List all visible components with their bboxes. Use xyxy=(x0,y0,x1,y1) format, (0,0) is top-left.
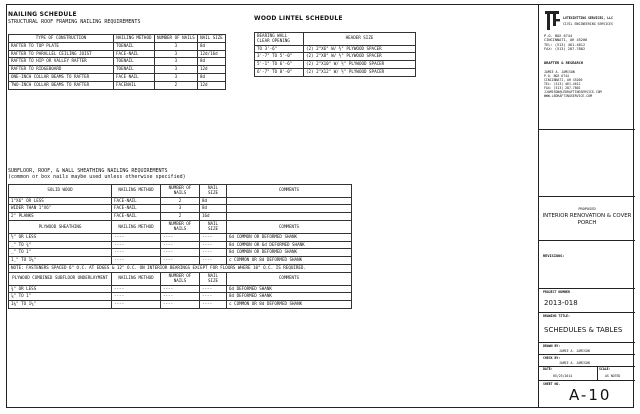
table-cell: 1_" TO 1¼" xyxy=(9,257,112,265)
drafter-line: TEL: (513) 461-4612 xyxy=(544,82,581,86)
table-row xyxy=(9,293,352,301)
subfloor-subtitle: (common or box nails maybe used unless otherwise specified) xyxy=(8,174,186,180)
table-row xyxy=(9,213,352,221)
table-row xyxy=(9,42,226,50)
table-row xyxy=(9,233,352,241)
table-row xyxy=(9,58,226,66)
table-cell: ⅞" TO 1" xyxy=(9,293,112,301)
table-cell: 12d/16d xyxy=(197,50,225,58)
header-cell: COMMENTS xyxy=(227,272,352,285)
table-cell: FACE-NAIL xyxy=(112,213,161,221)
table-cell: ---- xyxy=(161,293,200,301)
table-cell: 3'-7" TO 5'-0" xyxy=(255,53,304,61)
table-cell: ---- xyxy=(200,285,227,293)
header-cell: NAIL SIZE xyxy=(197,35,225,43)
table-cell: _" TO ¾" xyxy=(9,241,112,249)
divider xyxy=(597,366,598,380)
note-row xyxy=(9,265,352,273)
table-cell: 12d xyxy=(197,66,225,74)
table-row xyxy=(255,45,416,53)
project-number: 2013-018 xyxy=(544,299,578,307)
table-cell: (2) 2"X12" W/ ½" PLYWOOD SPACER xyxy=(304,69,416,77)
table-cell: ---- xyxy=(112,233,161,241)
table-cell: ---- xyxy=(161,301,200,309)
table-cell: 2 xyxy=(161,197,200,205)
table-cell: ---- xyxy=(161,241,200,249)
divider xyxy=(539,129,635,130)
table-cell: ---- xyxy=(200,241,227,249)
table-cell: 2" PLANKS xyxy=(9,213,112,221)
table-row xyxy=(9,257,352,265)
table-cell: TOENAIL xyxy=(114,58,155,66)
table-cell: (2) 2"X10" W/ ½" PLYWOOD SPACER xyxy=(304,61,416,69)
table-row xyxy=(9,197,352,205)
table-cell: ---- xyxy=(200,301,227,309)
table-row xyxy=(9,249,352,257)
date-value: 05/25/2014 xyxy=(553,374,573,378)
table-row xyxy=(9,74,226,82)
header-cell: COMMENTS xyxy=(227,185,352,198)
table-header-row xyxy=(9,272,352,285)
firm-subtitle: CIVIL ENGINEERING SERVICES xyxy=(563,22,613,26)
header-cell: PLYWOOD SHEATHING xyxy=(9,221,112,234)
table-header-row xyxy=(255,33,416,46)
drawn-by: JAMIE A. JAMISON xyxy=(559,349,590,353)
drafter-line: WWW.LEDRAFTINGSERVICE.COM xyxy=(544,94,592,98)
table-cell: 3 xyxy=(154,42,197,50)
table-cell: 8d xyxy=(197,42,225,50)
table-cell: 3 xyxy=(161,205,200,213)
table-cell: 3 xyxy=(154,66,197,74)
table-cell: 16d xyxy=(200,213,227,221)
header-cell: NUMBER OF NAILS xyxy=(161,185,200,198)
table-cell: 8d COMMON OR 6d DEFORMED SHANK xyxy=(227,241,352,249)
divider xyxy=(539,196,635,197)
sheet-number: A-10 xyxy=(569,386,612,404)
table-cell: ---- xyxy=(200,257,227,265)
table-row xyxy=(9,241,352,249)
table-cell: ½" OR LESS xyxy=(9,233,112,241)
title-block xyxy=(538,4,634,408)
nailing-table xyxy=(8,34,226,90)
table-cell: 2 xyxy=(161,213,200,221)
table-header-row xyxy=(9,35,226,43)
address-line: TEL: (513) 461-4612 xyxy=(544,42,586,47)
table-cell: 6d COMMON OR DEFORMED SHANK xyxy=(227,233,352,241)
table-cell: ---- xyxy=(112,249,161,257)
table-cell: RAFTER TO RIDGEBOARD xyxy=(9,66,114,74)
scale-label: SCALE: xyxy=(599,367,611,371)
table-cell: (2) 2"X6" W/ ½" PLYWOOD SPACER xyxy=(304,45,416,53)
table-cell: ---- xyxy=(161,285,200,293)
header-cell: NAILING METHOD xyxy=(114,35,155,43)
divider xyxy=(539,342,635,343)
table-cell: ---- xyxy=(112,241,161,249)
header-cell: BEARING WALL CLEAR OPENING xyxy=(255,33,304,46)
table-cell: ---- xyxy=(112,285,161,293)
table-cell xyxy=(227,197,352,205)
table-cell: TOENAIL xyxy=(114,66,155,74)
table-row xyxy=(9,81,226,89)
table-cell xyxy=(227,213,352,221)
table-cell: ---- xyxy=(112,293,161,301)
header-cell: SOLID WOOD xyxy=(9,185,112,198)
table-cell: FACE NAIL xyxy=(114,74,155,82)
drafter-info xyxy=(544,70,602,98)
table-cell: _" TO 1" xyxy=(9,249,112,257)
table-cell: ONE-INCH COLLAR BEAMS TO RAFTER xyxy=(9,74,114,82)
drawing-title-label: DRAWING TITLE: xyxy=(543,314,570,318)
table-cell: ---- xyxy=(200,249,227,257)
table-cell: WIDER THAN 1"X6" xyxy=(9,205,112,213)
drawing-title: SCHEDULES & TABLES xyxy=(544,326,623,334)
header-cell: COMMENTS xyxy=(227,221,352,234)
drafter-line: P.O. BOX 6744 xyxy=(544,74,569,78)
table-cell: FACENAIL xyxy=(114,81,155,89)
table-cell: 6'-7" TO 8'-0" xyxy=(255,69,304,77)
address-line: CINCINNATI, OH 45206 xyxy=(544,38,588,43)
divider xyxy=(539,354,635,355)
drafter-line: FAX: (513) 287-7802 xyxy=(544,86,581,90)
lintel-table xyxy=(254,32,416,77)
table-cell: c COMMON OR 8d DEFORMED SHANK xyxy=(227,301,352,309)
scale-value: AS NOTED xyxy=(605,374,621,378)
table-cell: FACE-NAIL xyxy=(112,205,161,213)
table-header-row xyxy=(9,185,352,198)
table-cell: 8d xyxy=(200,205,227,213)
firm-name: LUTEXINTTING SERVICES, LLC xyxy=(563,16,613,20)
sheet-number-label: SHEET NO. xyxy=(543,382,561,386)
table-row xyxy=(255,61,416,69)
table-cell: 3 xyxy=(154,50,197,58)
table-cell: 3 xyxy=(154,74,197,82)
table-cell: 6d DEFORMED SHANK xyxy=(227,285,352,293)
header-cell: HEADER SIZE xyxy=(304,33,416,46)
header-cell: NAILING METHOD xyxy=(112,221,161,234)
project-number-label: PROJECT NUMBER xyxy=(543,290,570,294)
firm-address xyxy=(544,34,587,52)
table-cell: 12d xyxy=(197,81,225,89)
table-cell: RAFTER TO PARALLEL CEILING JOIST xyxy=(9,50,114,58)
table-cell: ---- xyxy=(200,233,227,241)
table-cell: 8d xyxy=(197,58,225,66)
checked-by-label: CHECK BY: xyxy=(543,356,561,360)
table-row xyxy=(9,66,226,74)
header-cell: NAIL SIZE xyxy=(200,221,227,234)
table-cell: RAFTER TO TOP PLATE xyxy=(9,42,114,50)
table-cell: 8d xyxy=(200,197,227,205)
table-cell: ---- xyxy=(161,233,200,241)
table-cell: ---- xyxy=(161,249,200,257)
divider xyxy=(539,380,635,381)
drawing-area xyxy=(6,4,538,408)
table-cell: ---- xyxy=(161,257,200,265)
table-cell: ¾" OR LESS xyxy=(9,285,112,293)
divider xyxy=(539,312,635,313)
nailing-schedule-title: NAILING SCHEDULE xyxy=(8,11,77,18)
nailing-schedule-subtitle: STRUCTURAL ROOF FRAMING NAILING REQUIREMENTS xyxy=(8,19,141,25)
table-cell: 8d xyxy=(197,74,225,82)
revisions-label: REVISIONS: xyxy=(543,254,565,258)
header-cell: NUMBER OF NAILS xyxy=(154,35,197,43)
header-cell: TYPE OF CONSTRUCTION xyxy=(9,35,114,43)
lintel-schedule-title: WOOD LINTEL SCHEDULE xyxy=(254,15,343,22)
table-cell: TO 3'-6" xyxy=(255,45,304,53)
header-cell: NAIL SIZE xyxy=(200,185,227,198)
table-cell: ---- xyxy=(200,293,227,301)
divider xyxy=(539,288,635,289)
table-cell: 8d COMMON OR DEFORMED SHANK xyxy=(227,249,352,257)
table-cell: TOENAIL xyxy=(114,42,155,50)
drawn-by-label: DRAWN BY: xyxy=(543,344,561,348)
checked-by: JAMIE A. JAMISON xyxy=(559,361,590,365)
address-line: FAX: (513) 287-7802 xyxy=(544,47,586,52)
table-cell: 1⅛" TO 1¼" xyxy=(9,301,112,309)
table-row xyxy=(255,69,416,77)
table-cell: FACE-NAIL xyxy=(112,197,161,205)
header-cell: NUMBER OF NAILS xyxy=(161,272,200,285)
note-cell: NOTE: FASTENERS SPACED 6" O.C. AT EDGES & 12" O.C. ON INTERIOR BEARINGS EXCEPT FOR FLOORS WHERE 10" O.C. IS REQUIRED. xyxy=(9,265,352,273)
table-row xyxy=(9,50,226,58)
header-cell: NAILING METHOD xyxy=(112,185,161,198)
divider xyxy=(539,240,635,241)
subfloor-title: SUBFLOOR, ROOF, & WALL SHEATHING NAILING REQUIREMENTS xyxy=(8,168,168,174)
firm-logo-icon xyxy=(544,10,562,32)
table-cell: 3 xyxy=(154,58,197,66)
table-cell: c COMMON OR 8d DEFORMED SHANK xyxy=(227,257,352,265)
table-row xyxy=(9,301,352,309)
table-cell xyxy=(227,205,352,213)
table-cell: 1"X6" OR LESS xyxy=(9,197,112,205)
table-cell: (2) 2"X8" W/ ½" PLYWOOD SPACER xyxy=(304,53,416,61)
header-cell: PLYWOOD COMBINED SUBFLOOR UNDERLAYMENT xyxy=(9,272,112,285)
table-cell: ---- xyxy=(112,301,161,309)
header-cell: NAIL SIZE xyxy=(200,272,227,285)
table-cell: 5'-1" TO 6'-6" xyxy=(255,61,304,69)
table-row xyxy=(255,53,416,61)
table-cell: 2 xyxy=(154,81,197,89)
drafter-line: CINCINNATI, OH 45206 xyxy=(544,78,583,82)
date-label: DATE: xyxy=(543,367,553,371)
header-cell: NUMBER OF NAILS xyxy=(161,221,200,234)
divider xyxy=(539,366,635,367)
drafter-label: DRAFTER & RESEARCH xyxy=(544,61,583,65)
project-name: INTERIOR RENOVATION & COVER PORCH xyxy=(542,213,632,226)
table-cell: ---- xyxy=(112,257,161,265)
drafter-line: JJAMISON@LEDRAFTINGSERVICE.COM xyxy=(544,90,602,94)
header-cell: NAILING METHOD xyxy=(112,272,161,285)
table-cell: RAFTER TO HIP OR VALLEY RAFTER xyxy=(9,58,114,66)
project-label: PROPOSED xyxy=(578,207,596,211)
address-line: P.O. BOX 6744 xyxy=(544,34,573,38)
table-cell: 8d DEFORMED SHANK xyxy=(227,293,352,301)
sheathing-table xyxy=(8,184,352,309)
table-cell: TWO-INCH COLLAR BEAMS TO RAFTER xyxy=(9,81,114,89)
table-row xyxy=(9,205,352,213)
table-header-row xyxy=(9,221,352,234)
table-row xyxy=(9,285,352,293)
drafter-line: JAMIE A. JAMISON xyxy=(544,70,575,74)
table-cell: FACE-NAIL xyxy=(114,50,155,58)
